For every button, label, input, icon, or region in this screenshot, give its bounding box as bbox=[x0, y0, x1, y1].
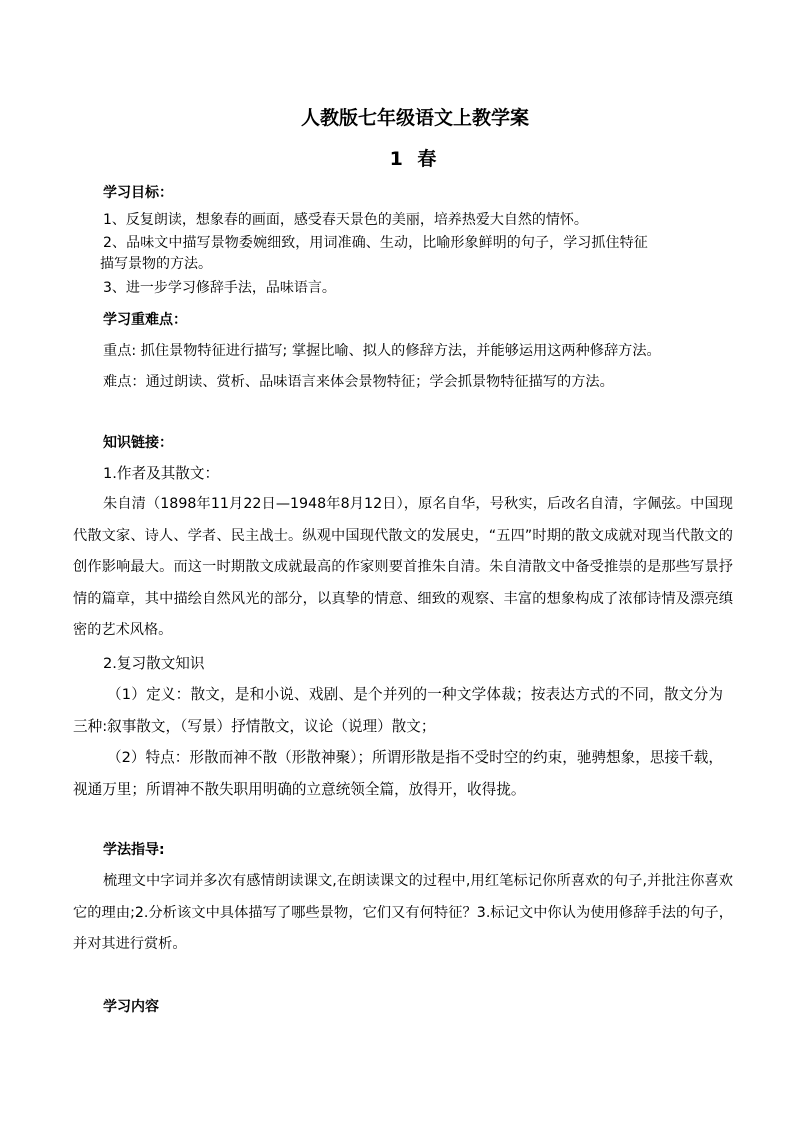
document-title: 人教版七年级语文上教学案 bbox=[300, 107, 529, 129]
objective-item-2-line-1: 2、品味文中描写景物委婉细致，用词准确、生动，比喻形象鲜明的句子，学习抓住特征 bbox=[103, 235, 648, 251]
author-paragraph: 朱自清（1898年11月22日—1948年8月12日），原名自华，号秋实，后改名自清，字佩弦。中国现代散文家、诗人、学者、民主战士。纵观中国现代散文的发展史，“五四”时期的散文成就对现当代散文的创作影响最大。而这一时期散文成就最高的作家则要首推朱自清。朱自清散文中备受推崇的是那些写景抒情的篇章，其中描绘自然风光的部分，以真挚的情意、细致的观察、丰富的想象构成了浓郁诗情及漂亮缜密的艺术风格。 bbox=[73, 496, 733, 639]
objectives-heading: 学习目标： bbox=[103, 185, 173, 201]
objective-item-1: 1、反复朗读，想象春的画面，感受春天景色的美丽，培养热爱大自然的情怀。 bbox=[103, 212, 588, 228]
knowledge-subheading-prose: 2.复习散文知识 bbox=[103, 655, 205, 672]
method-text: 梳理文中字词并多次有感情朗读课文,在朗读课文的过程中,用红笔标记你所喜欢的句子,并批注你喜欢它的理由;2.分析该文中具体描写了哪些景物，它们又有何特征？3.标记文中你认为使用修辞手法的句子，并对其进行赏析。 bbox=[73, 873, 733, 953]
knowledge-heading: 知识链接： bbox=[103, 435, 173, 451]
keypoints-heading: 学习重难点： bbox=[103, 312, 187, 328]
lesson-title: 1 春 bbox=[389, 148, 441, 170]
prose-definition: （1）定义：散文，是和小说、戏剧、是个并列的一种文学体裁；按表达方式的不同，散文分为三种:叙事散文，（写景）抒情散文，议论（说理）散文； bbox=[73, 686, 723, 735]
method-heading: 学法指导: bbox=[103, 842, 165, 858]
keypoint-difficulty: 难点：通过朗读、赏析、品味语言来体会景物特征；学会抓景物特征描写的方法。 bbox=[103, 374, 614, 390]
prose-features: （2）特点：形散而神不散（形散神聚）；所谓形散是指不受时空的约束，驰骋想象，思接千载，视通万里；所谓神不散失职用明确的立意统领全篇，放得开，收得拢。 bbox=[73, 749, 723, 798]
keypoint-focus: 重点: 抓住景物特征进行描写; 掌握比喻、拟人的修辞方法，并能够运用这两种修辞方法。 bbox=[103, 343, 661, 359]
objective-item-2-line-2: 描写景物的方法。 bbox=[100, 256, 212, 272]
knowledge-subheading-author: 1.作者及其散文： bbox=[103, 465, 220, 482]
objective-item-3: 3、进一步学习修辞手法，品味语言。 bbox=[103, 280, 336, 296]
content-heading: 学习内容 bbox=[103, 999, 159, 1015]
